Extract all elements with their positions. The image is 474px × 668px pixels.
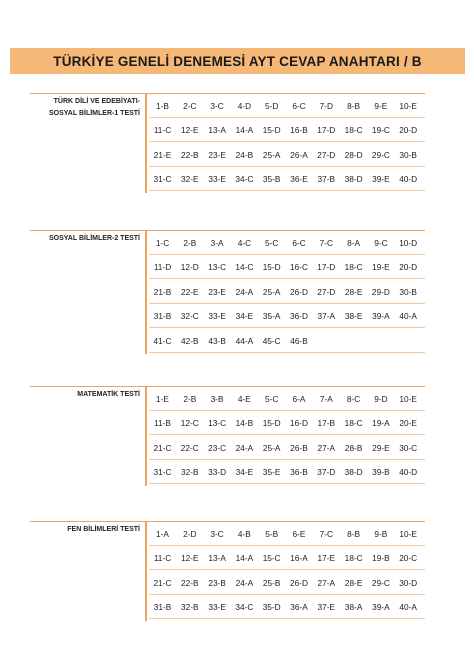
answer-cell: 26-D xyxy=(290,286,308,297)
answer-cell: 34-E xyxy=(235,311,254,322)
answer-cell: 25-A xyxy=(262,442,281,453)
answer-cell: 15-D xyxy=(262,418,281,429)
section-label xyxy=(10,233,140,245)
answer-cell: 25-B xyxy=(262,577,281,588)
answer-cell: 3-B xyxy=(210,394,224,404)
answer-cell: 45-C xyxy=(262,335,281,346)
answer-cell: 2-B xyxy=(183,394,197,404)
answer-cell: 39-A xyxy=(372,311,390,322)
answer-cell: 28-B xyxy=(344,442,363,453)
answer-cell: 40-A xyxy=(399,602,417,613)
answer-cell: 33-E xyxy=(208,174,226,185)
answer-cell: 33-E xyxy=(208,311,226,322)
answer-cell: 30-B xyxy=(399,149,417,160)
row-separator xyxy=(149,190,425,191)
answer-cell: 16-D xyxy=(290,418,308,429)
answer-cell: 24-A xyxy=(235,442,254,453)
answer-cell: 22-B xyxy=(181,577,199,588)
answer-cell: 15-C xyxy=(262,553,281,564)
answer-cell: 21-B xyxy=(153,286,172,297)
answer-cell: 6-E xyxy=(292,529,306,539)
answer-cell: 31-C xyxy=(153,467,172,478)
section-label-line: MATEMATİK TESTİ xyxy=(77,391,140,398)
answer-cell: 13-C xyxy=(208,418,227,429)
answer-row xyxy=(149,411,425,435)
answer-cell: 28-E xyxy=(344,577,363,588)
answer-cell: 21-E xyxy=(153,149,172,160)
answer-cell: 38-D xyxy=(344,174,363,185)
answer-cell: 1-A xyxy=(156,529,169,539)
section-label-line: SOSYAL BİLİMLER-2 TESTİ xyxy=(48,235,140,242)
answer-cell: 11-C xyxy=(153,125,172,136)
section-label-line: SOSYAL BİLİMLER-1 TESTİ xyxy=(48,110,140,117)
answer-row xyxy=(149,387,425,411)
answer-cell: 17-D xyxy=(317,125,336,136)
title-banner xyxy=(10,48,465,74)
section-accent-bar xyxy=(145,521,147,621)
answer-cell: 19-C xyxy=(371,125,390,136)
answer-cell: 20-E xyxy=(399,418,417,429)
answer-cell: 31-C xyxy=(153,174,172,185)
answer-cell: 9-E xyxy=(374,101,388,111)
answer-cell: 11-B xyxy=(154,418,171,429)
answer-row xyxy=(149,546,425,570)
answer-cell: 25-A xyxy=(262,149,281,160)
answer-cell: 1-C xyxy=(155,238,170,248)
answer-cell: 21-C xyxy=(153,577,172,588)
answer-cell: 13-A xyxy=(208,125,226,136)
answer-cell: 5-C xyxy=(265,394,279,404)
answer-cell: 44-A xyxy=(235,335,254,346)
answer-cell: 5-B xyxy=(265,529,279,539)
answer-cell: 30-B xyxy=(399,286,417,297)
answer-cell: 23-B xyxy=(208,577,226,588)
answer-cell: 40-D xyxy=(399,174,418,185)
answer-cell: 7-A xyxy=(319,394,333,404)
row-separator xyxy=(149,483,425,484)
answer-cell: 40-A xyxy=(399,311,417,322)
answer-cell: 27-A xyxy=(317,442,336,453)
answer-cell: 6-A xyxy=(292,394,306,404)
section-accent-bar xyxy=(145,230,147,354)
answer-cell: 5-C xyxy=(265,238,279,248)
answer-cell: 17-B xyxy=(317,418,336,429)
answer-row xyxy=(149,167,425,191)
answer-row xyxy=(149,460,425,484)
answer-cell: 14-C xyxy=(235,262,254,273)
answer-cell: 35-A xyxy=(262,311,281,322)
answer-cell: 31-B xyxy=(153,311,172,322)
answer-cell: 8-A xyxy=(347,238,361,248)
answer-cell: 39-E xyxy=(372,174,390,185)
answer-cell: 26-D xyxy=(290,577,308,588)
answer-cell: 19-E xyxy=(372,262,390,273)
answer-cell: 7-C xyxy=(319,238,333,248)
answer-cell: 28-D xyxy=(344,149,363,160)
answer-cell: 33-E xyxy=(208,602,226,613)
answer-cell: 11-C xyxy=(153,553,172,564)
answer-cell: 39-A xyxy=(372,602,390,613)
answer-cell: 22-B xyxy=(181,149,199,160)
answer-cell: 2-C xyxy=(183,101,197,111)
answer-cell: 14-B xyxy=(235,418,254,429)
answer-cell: 41-C xyxy=(153,335,172,346)
answer-cell: 6-C xyxy=(292,238,306,248)
section-label-line: FEN BİLİMLERİ TESTİ xyxy=(67,526,140,533)
answer-cell: 14-A xyxy=(235,125,254,136)
answer-cell: 36-B xyxy=(290,467,308,478)
answer-cell: 1-B xyxy=(156,101,169,111)
answer-cell: 22-C xyxy=(180,442,199,453)
answer-cell: 26-B xyxy=(290,442,308,453)
answer-cell: 36-A xyxy=(290,602,308,613)
answer-cell: 19-B xyxy=(372,553,390,564)
answer-cell: 16-A xyxy=(290,553,308,564)
answer-cell: 36-E xyxy=(290,174,308,185)
answer-cell: 29-D xyxy=(371,286,390,297)
answer-cell: 38-E xyxy=(344,311,363,322)
answer-cell: 24-B xyxy=(235,149,254,160)
answer-row xyxy=(149,436,425,460)
answer-cell: 30-D xyxy=(399,577,418,588)
answer-row xyxy=(149,571,425,595)
answer-cell: 29-C xyxy=(371,577,390,588)
answer-cell: 16-C xyxy=(290,262,308,273)
answer-row xyxy=(149,280,425,304)
answer-cell: 23-C xyxy=(208,442,227,453)
page-title: TÜRKİYE GENELİ DENEMESİ AYT CEVAP ANAHTARI / B xyxy=(53,53,422,69)
answer-cell: 4-B xyxy=(237,529,251,539)
answer-row xyxy=(149,304,425,328)
answer-row xyxy=(149,522,425,546)
answer-cell: 8-B xyxy=(347,529,361,539)
answer-cell: 17-D xyxy=(317,262,336,273)
answer-row xyxy=(149,94,425,118)
answer-cell: 27-D xyxy=(317,286,336,297)
answer-cell: 36-D xyxy=(290,311,308,322)
answer-cell: 26-A xyxy=(290,149,308,160)
answer-cell: 12-E xyxy=(181,125,199,136)
answer-cell: 9-D xyxy=(374,394,388,404)
answer-cell: 19-A xyxy=(372,418,390,429)
answer-cell: 4-C xyxy=(237,238,252,248)
answer-cell: 34-E xyxy=(235,467,254,478)
answer-cell: 29-E xyxy=(372,442,390,453)
answer-row xyxy=(149,255,425,279)
answer-cell: 7-D xyxy=(319,101,333,111)
answer-cell: 37-D xyxy=(317,467,336,478)
answer-row xyxy=(149,329,425,353)
answer-cell: 22-E xyxy=(181,286,199,297)
section-label xyxy=(10,96,140,120)
answer-cell: 29-C xyxy=(371,149,390,160)
answer-cell: 20-D xyxy=(399,125,418,136)
row-separator xyxy=(149,618,425,619)
answer-cell: 34-C xyxy=(235,174,254,185)
answer-cell: 40-D xyxy=(399,467,418,478)
answer-row xyxy=(149,118,425,142)
answer-cell: 3-C xyxy=(210,529,224,539)
answer-cell: 32-C xyxy=(180,311,199,322)
answer-cell: 13-A xyxy=(208,553,226,564)
answer-cell: 28-E xyxy=(344,286,363,297)
answer-cell: 8-B xyxy=(347,101,361,111)
answer-cell: 10-D xyxy=(399,238,418,248)
answer-cell: 3-A xyxy=(210,238,224,248)
section-label-line: TÜRK DİLİ VE EDEBİYATI- xyxy=(53,98,140,105)
answer-cell: 14-A xyxy=(235,553,254,564)
answer-cell: 2-D xyxy=(183,529,197,539)
answer-cell: 23-E xyxy=(208,149,226,160)
answer-cell: 11-D xyxy=(153,262,172,273)
answer-cell: 35-D xyxy=(262,602,281,613)
answer-cell: 7-C xyxy=(319,529,333,539)
answer-cell: 13-C xyxy=(208,262,227,273)
answer-cell: 4-D xyxy=(237,101,252,111)
answer-row xyxy=(149,595,425,619)
row-separator xyxy=(149,352,425,353)
answer-cell: 24-A xyxy=(235,286,254,297)
answer-cell: 10-E xyxy=(399,101,417,111)
answer-cell: 33-D xyxy=(208,467,227,478)
answer-row xyxy=(149,231,425,255)
answer-cell: 31-B xyxy=(153,602,172,613)
answer-cell: 10-E xyxy=(399,529,417,539)
answer-cell: 43-B xyxy=(208,335,226,346)
answer-row xyxy=(149,143,425,167)
answer-cell: 4-E xyxy=(237,394,251,404)
answer-cell: 35-E xyxy=(262,467,281,478)
answer-cell: 32-B xyxy=(181,467,199,478)
answer-cell: 3-C xyxy=(210,101,224,111)
answer-cell: 12-C xyxy=(180,418,199,429)
answer-cell: 27-A xyxy=(317,577,336,588)
answer-cell: 15-D xyxy=(262,125,281,136)
answer-cell: 38-A xyxy=(344,602,363,613)
answer-cell: 27-D xyxy=(317,149,336,160)
answer-cell: 46-B xyxy=(290,335,308,346)
answer-cell: 8-C xyxy=(346,394,361,404)
answer-cell: 30-C xyxy=(399,442,418,453)
answer-cell: 38-D xyxy=(344,467,363,478)
answer-cell: 35-B xyxy=(262,174,281,185)
answer-cell: 34-C xyxy=(235,602,254,613)
answer-cell: 16-B xyxy=(290,125,308,136)
answer-cell: 20-D xyxy=(399,262,418,273)
answer-cell: 18-C xyxy=(344,418,363,429)
section-label xyxy=(10,389,140,401)
answer-cell: 18-C xyxy=(344,125,363,136)
answer-cell: 18-C xyxy=(344,553,363,564)
answer-cell: 39-B xyxy=(372,467,390,478)
answer-cell: 17-E xyxy=(317,553,336,564)
answer-cell: 32-E xyxy=(181,174,199,185)
answer-cell: 18-C xyxy=(344,262,363,273)
section-label xyxy=(10,524,140,536)
section-accent-bar xyxy=(145,386,147,486)
answer-cell: 10-E xyxy=(399,394,417,404)
answer-cell: 5-D xyxy=(265,101,279,111)
answer-cell: 23-E xyxy=(208,286,226,297)
answer-cell: 42-B xyxy=(181,335,199,346)
answer-cell: 15-D xyxy=(262,262,281,273)
section-accent-bar xyxy=(145,93,147,193)
answer-cell: 21-C xyxy=(153,442,172,453)
answer-cell: 24-A xyxy=(235,577,254,588)
answer-cell: 12-E xyxy=(181,553,199,564)
answer-cell: 9-B xyxy=(374,529,388,539)
answer-cell: 2-B xyxy=(183,238,197,248)
answer-cell: 37-A xyxy=(317,311,336,322)
answer-cell: 37-B xyxy=(317,174,336,185)
answer-cell: 20-C xyxy=(399,553,418,564)
answer-cell: 6-C xyxy=(292,101,306,111)
answer-cell: 9-C xyxy=(374,238,388,248)
answer-cell: 1-E xyxy=(156,394,169,404)
answer-cell: 32-B xyxy=(181,602,199,613)
answer-cell: 12-D xyxy=(180,262,199,273)
answer-cell: 25-A xyxy=(262,286,281,297)
answer-cell: 37-E xyxy=(317,602,336,613)
